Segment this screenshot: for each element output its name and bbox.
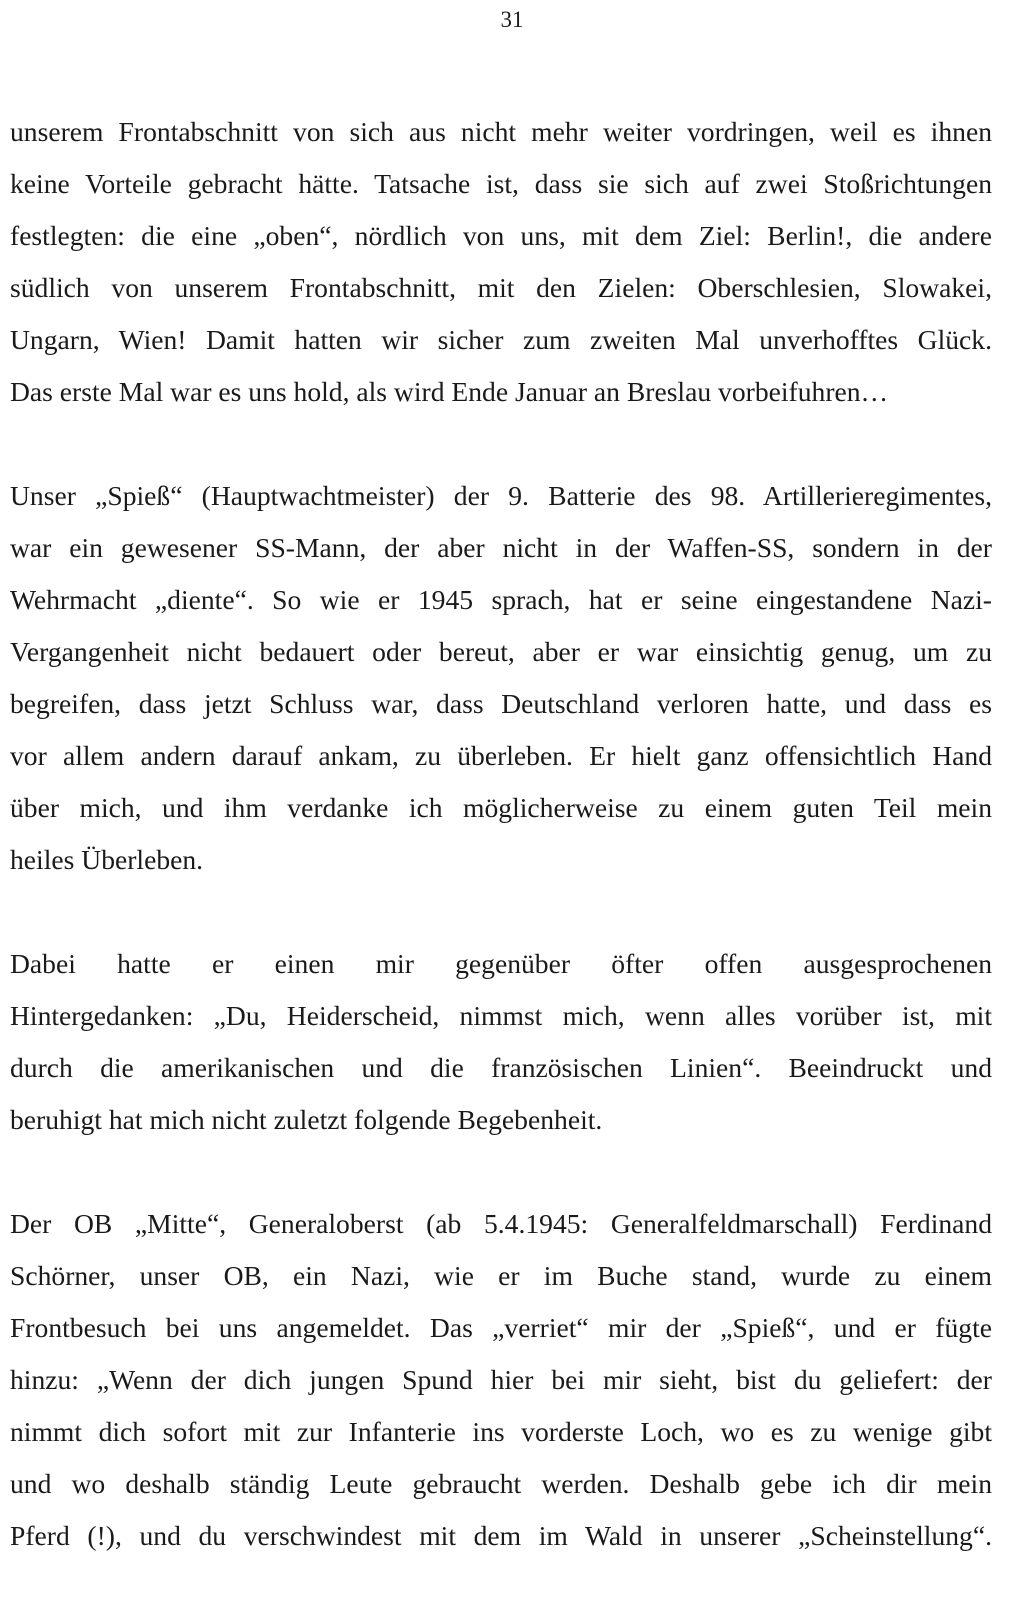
text-line: Pferd (!), und du verschwindest mit dem im Wald in unserer „Scheinstellung“. — [10, 1520, 992, 1551]
text-line: und wo deshalb ständig Leute gebraucht werden. Deshalb gebe ich dir mein — [10, 1468, 992, 1499]
paragraph-1 — [10, 106, 992, 418]
text-line: begreifen, dass jetzt Schluss war, dass Deutschland verloren hatte, und dass es — [10, 688, 992, 719]
text-line: Unser „Spieß“ (Hauptwachtmeister) der 9. Batterie des 98. Artillerieregimentes, — [10, 480, 992, 511]
text-line: Dabei hatte er einen mir gegenüber öfter offen ausgesprochenen — [10, 948, 992, 979]
text-line: über mich, und ihm verdanke ich möglicherweise zu einem guten Teil mein — [10, 792, 992, 823]
text-line: südlich von unserem Frontabschnitt, mit den Zielen: Oberschlesien, Slowakei, — [10, 272, 992, 303]
page-number: 31 — [500, 7, 524, 32]
text-line: Vergangenheit nicht bedauert oder bereut, aber er war einsichtig genug, um zu — [10, 636, 992, 667]
text-line: war ein gewesener SS-Mann, der aber nicht in der Waffen-SS, sondern in der — [10, 532, 992, 563]
text-line: Schörner, unser OB, ein Nazi, wie er im Buche stand, wurde zu einem — [10, 1260, 992, 1291]
text-line: Wehrmacht „diente“. So wie er 1945 sprach, hat er seine eingestandene Nazi- — [10, 584, 992, 615]
text-line: Hintergedanken: „Du, Heiderscheid, nimmst mich, wenn alles vorüber ist, mit — [10, 1000, 992, 1031]
paragraph-4 — [10, 1198, 992, 1562]
text-line: hinzu: „Wenn der dich jungen Spund hier bei mir sieht, bist du geliefert: der — [10, 1364, 992, 1395]
text-line: durch die amerikanischen und die französischen Linien“. Beeindruckt und — [10, 1052, 992, 1083]
text-line: Der OB „Mitte“, Generaloberst (ab 5.4.1945: Generalfeldmarschall) Ferdinand — [10, 1208, 992, 1239]
text-line: Ungarn, Wien! Damit hatten wir sicher zum zweiten Mal unverhofftes Glück. — [10, 324, 992, 355]
paragraph-3 — [10, 938, 992, 1146]
text-line: vor allem andern darauf ankam, zu überleben. Er hielt ganz offensichtlich Hand — [10, 740, 992, 771]
text-line: festlegten: die eine „oben“, nördlich von uns, mit dem Ziel: Berlin!, die andere — [10, 220, 992, 251]
text-line: keine Vorteile gebracht hätte. Tatsache ist, dass sie sich auf zwei Stoßrichtungen — [10, 168, 992, 199]
text-line: Frontbesuch bei uns angemeldet. Das „verriet“ mir der „Spieß“, und er fügte — [10, 1312, 992, 1343]
text-line: Das erste Mal war es uns hold, als wird Ende Januar an Breslau vorbeifuhren… — [10, 376, 889, 407]
text-line: nimmt dich sofort mit zur Infanterie ins vorderste Loch, wo es zu wenige gibt — [10, 1416, 992, 1447]
text-line: beruhigt hat mich nicht zuletzt folgende Begebenheit. — [10, 1104, 603, 1135]
text-line: unserem Frontabschnitt von sich aus nicht mehr weiter vordringen, weil es ihnen — [10, 116, 992, 147]
text-line: heiles Überleben. — [10, 844, 204, 875]
paragraph-2 — [10, 470, 992, 886]
document-body — [10, 106, 992, 1614]
